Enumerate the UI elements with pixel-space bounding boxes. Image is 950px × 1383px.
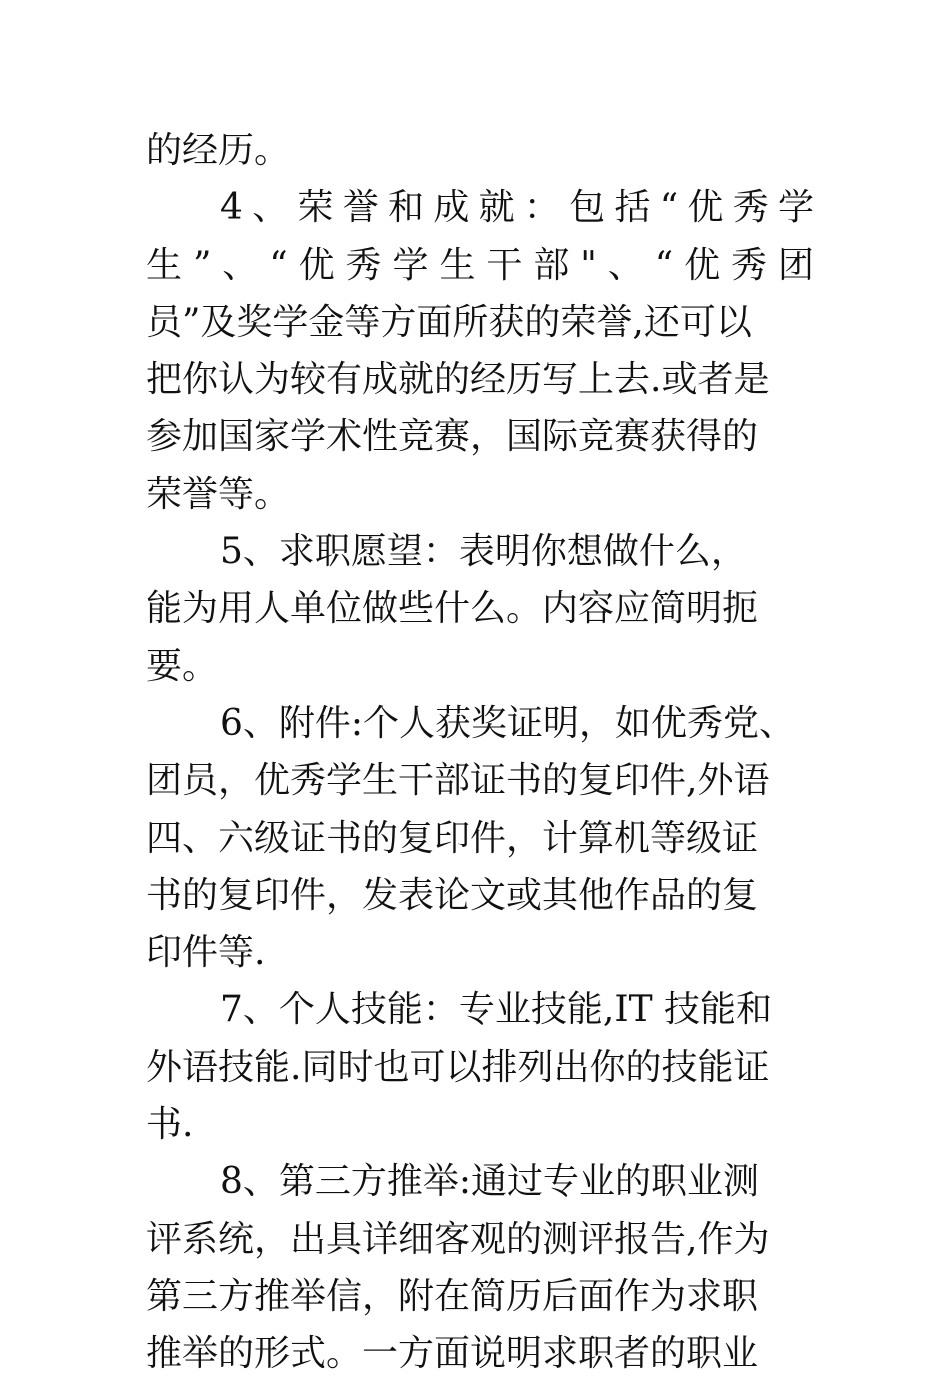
body-text [146,122,814,1383]
paragraph-start-line: 5、求职愿望：表明你想做什么， [220,531,747,573]
text-line: 生”、“优秀学生干部"、“优秀团 [146,244,814,286]
text-line: 团员，优秀学生干部证书的复印件,外语 [146,760,770,802]
text-line: 推举的形式。一方面说明求职者的职业 [146,1333,759,1375]
paragraph-start-line: 7、个人技能：专业技能,IT 技能和 [220,989,773,1031]
paragraph-start-line: 8、第三方推举:通过专业的职业测 [220,1161,760,1203]
text-line: 四、六级证书的复印件，计算机等级证 [146,817,759,859]
text-line: 参加国家学术性竞赛，国际竞赛获得的 [146,416,759,458]
text-line: 印件等. [146,932,266,974]
text-line: 外语技能.同时也可以排列出你的技能证 [146,1046,770,1088]
text-line: 能为用人单位做些什么。内容应简明扼 [146,588,759,630]
text-line: 荣誉等。 [146,473,291,515]
text-line: 的经历。 [146,130,291,171]
text-line: 把你认为较有成就的经历写上去.或者是 [146,359,770,401]
text-line: 评系统，出具详细客观的测评报告,作为 [146,1218,770,1260]
text-line: 第三方推举信，附在简历后面作为求职 [146,1275,759,1317]
text-line: 要。 [146,645,219,687]
text-line: 书的复印件，发表论文或其他作品的复 [146,874,759,916]
paragraph-start-line: 6、附件:个人获奖证明，如优秀党、 [220,702,796,744]
text-line: 书. [146,1104,194,1146]
text-line: 员”及奖学金等方面所获的荣誉,还可以 [146,301,752,343]
paragraph-start-line: 4、荣誉和成就：包括“优秀学 [220,187,814,229]
